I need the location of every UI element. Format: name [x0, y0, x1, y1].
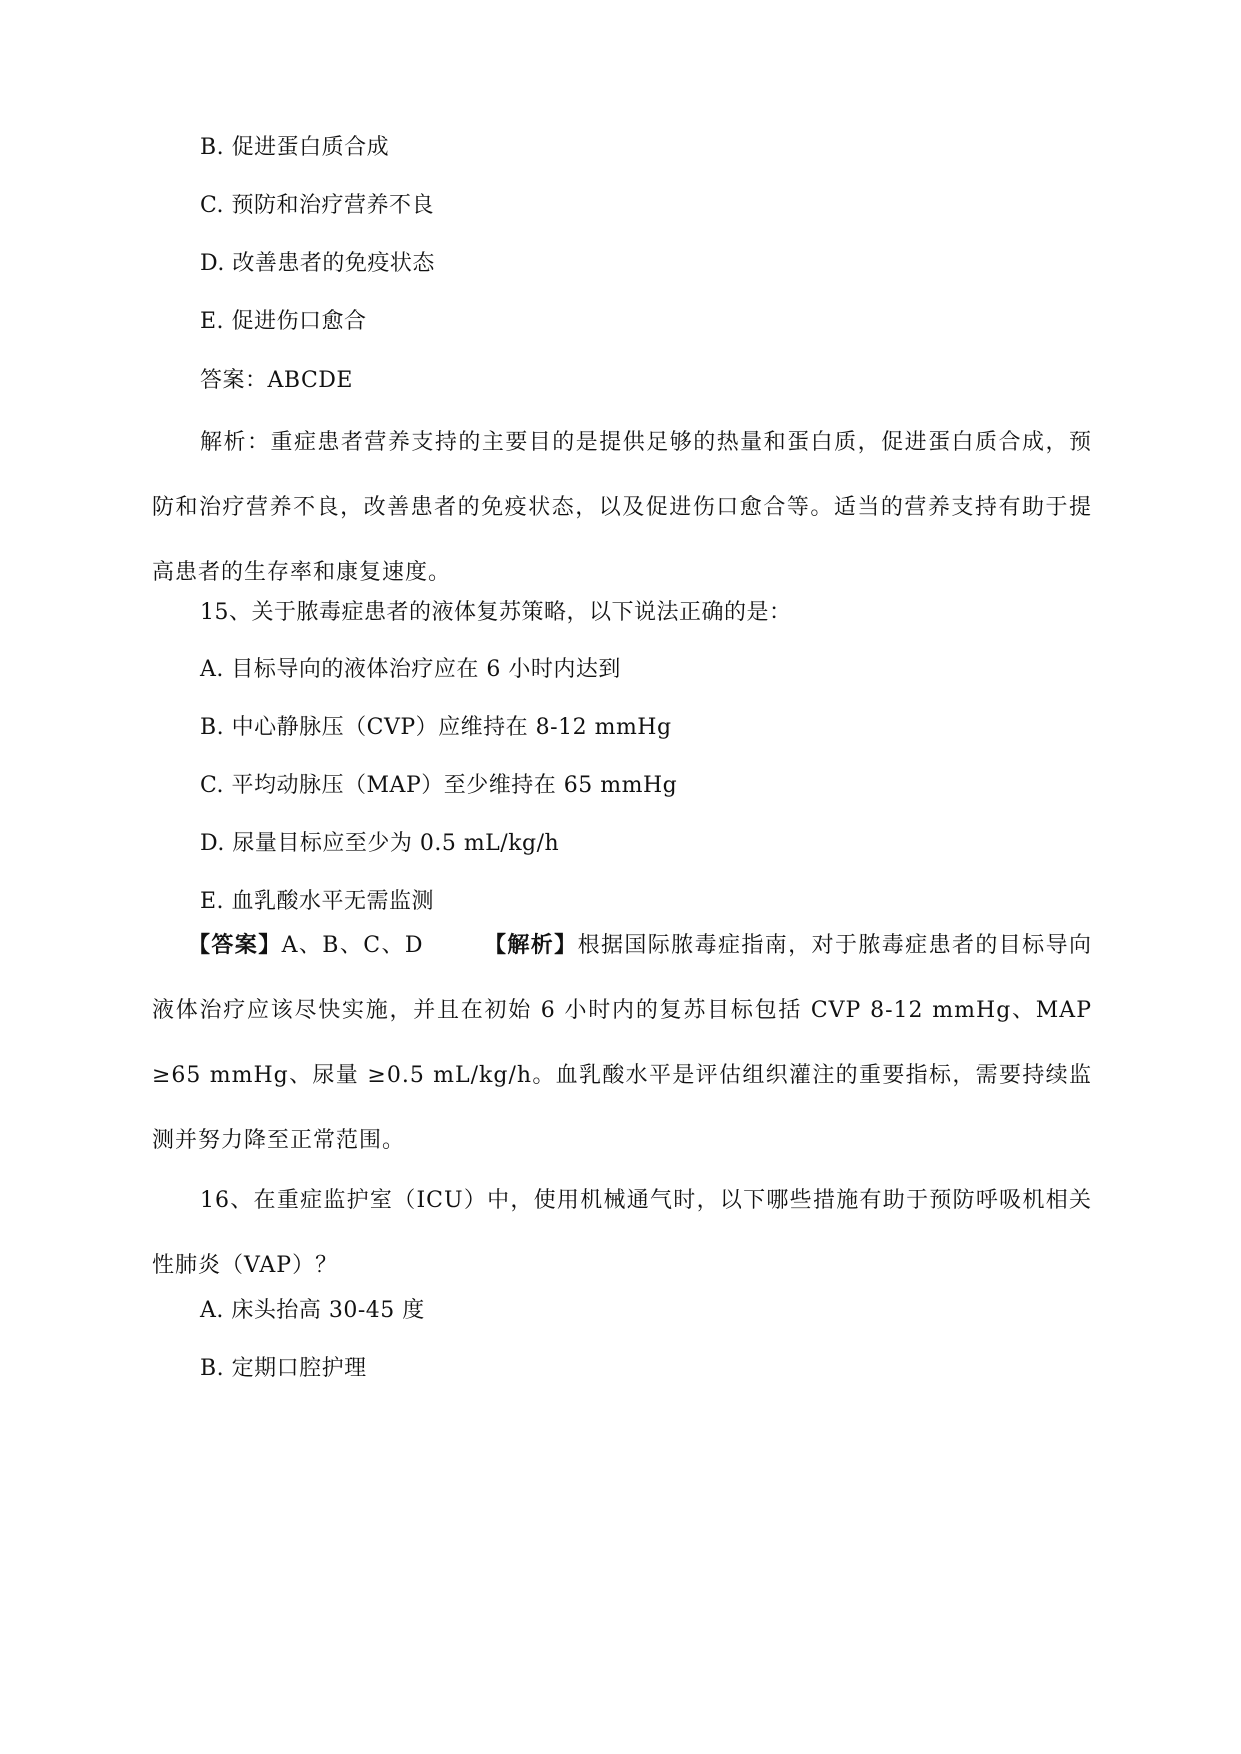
q15-answer-label: 【答案】 [188, 932, 282, 958]
q15-answer-value: A、B、C、D [281, 933, 424, 958]
q15-option-a: A. 目标导向的液体治疗应在 6 小时内达到 [200, 657, 621, 682]
q15-option-b: B. 中心静脉压（CVP）应维持在 8-12 mmHg [200, 715, 672, 740]
q14-answer: 答案：ABCDE [200, 368, 353, 393]
q16-question: 16、在重症监护室（ICU）中，使用机械通气时，以下哪些措施有助于预防呼吸机相关性肺炎（VAP）？ [152, 1188, 1092, 1278]
q15-analysis-label: 【解析】 [483, 932, 578, 958]
q14-analysis: 解析：重症患者营养支持的主要目的是提供足够的热量和蛋白质，促进蛋白质合成，预防和治疗营养不良，改善患者的免疫状态，以及促进伤口愈合等。适当的营养支持有助于提高患者的生存率和康复速度。 [152, 430, 1092, 585]
q15-option-e: E. 血乳酸水平无需监测 [200, 889, 435, 914]
q15-question: 15、关于脓毒症患者的液体复苏策略，以下说法正确的是： [200, 600, 792, 625]
q16-option-b: B. 定期口腔护理 [200, 1356, 367, 1381]
q16-option-a: A. 床头抬高 30-45 度 [200, 1298, 425, 1323]
q14-option-c: C. 预防和治疗营养不良 [200, 193, 435, 218]
q14-option-b: B. 促进蛋白质合成 [200, 135, 390, 160]
q15-analysis-text: 根据国际脓毒症指南，对于脓毒症患者的目标导向液体治疗应该尽快实施，并且在初始 6 小时内的复苏目标包括 CVP 8-12 mmHg、MAP ≥65 mmHg、尿量 ≥0.5 mL/kg/h。血乳酸水平是评估组织灌注的重要指标，需要持续监测并努力降至正常范围。 [152, 933, 1092, 1153]
q15-option-d: D. 尿量目标应至少为 0.5 mL/kg/h [200, 831, 560, 856]
q15-answer-analysis [152, 913, 1092, 1173]
q14-option-d: D. 改善患者的免疫状态 [200, 251, 435, 276]
q15-option-c: C. 平均动脉压（MAP）至少维持在 65 mmHg [200, 773, 678, 798]
q14-option-e: E. 促进伤口愈合 [200, 309, 367, 334]
